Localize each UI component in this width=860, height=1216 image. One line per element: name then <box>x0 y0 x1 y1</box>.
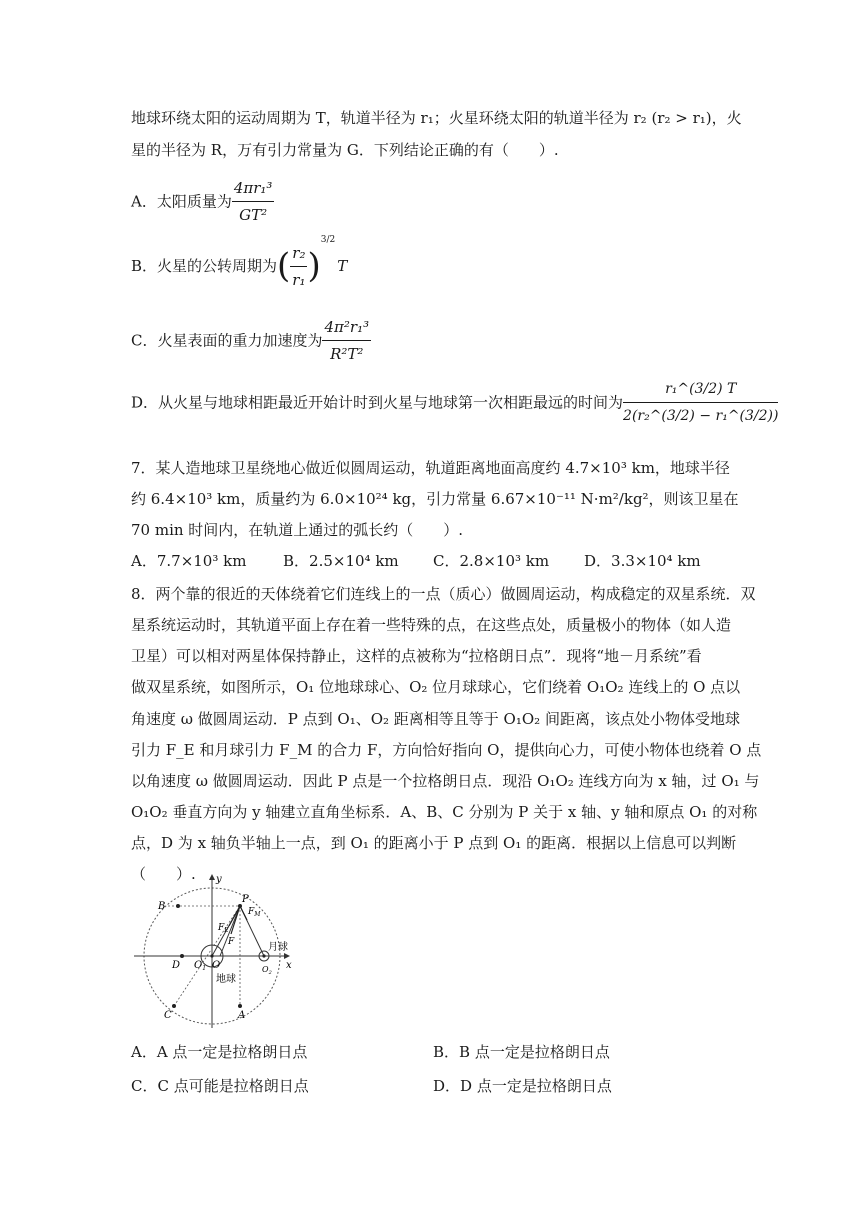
q8-line-1: 8．两个靠的很近的天体绕着它们连线上的一点（质心）做圆周运动，构成稳定的双星系统．双 <box>131 585 756 603</box>
q8-option-c: C．C 点可能是拉格朗日点 <box>131 1077 309 1095</box>
label-earth: 地球 <box>216 974 236 985</box>
q8-line-7: 以角速度 ω 做圆周运动．因此 P 点是一个拉格朗日点．现沿 O₁O₂ 连线方向为 x 轴，过 O₁ 与 <box>131 772 760 790</box>
q6-option-b-denominator: r₁ <box>292 270 306 289</box>
q6-option-d-denominator: 2(r₂^(3/2) − r₁^(3/2)) <box>623 408 779 424</box>
q8-line-5: 角速度 ω 做圆周运动．P 点到 O₁、O₂ 距离相等且等于 O₁O₂ 间距离，该点处小物体受地球 <box>131 710 740 728</box>
q6-option-a <box>131 177 274 226</box>
q6-option-b-lparen: ( <box>277 246 291 286</box>
q6-option-a-denominator: GT² <box>239 206 268 224</box>
q6-option-b-numerator: r₂ <box>290 242 307 267</box>
q8-line-9: 点，D 为 x 轴负半轴上一点，到 O₁ 的距离小于 P 点到 O₁ 的距离．根据以上信息可以判断 <box>131 834 737 852</box>
point-b <box>176 904 180 908</box>
q6-option-c-denominator: R²T² <box>330 345 364 363</box>
q6-option-a-fraction <box>232 177 275 226</box>
q6-option-a-numerator: 4πr₁³ <box>232 177 275 202</box>
point-o2 <box>262 954 265 957</box>
q6-option-b-exponent: 3/2 <box>320 235 336 245</box>
q6-option-d <box>131 378 778 427</box>
q8-line-3: 卫星）可以相对两星体保持静止，这样的点被称为“拉格朗日点”．现将“地－月系统”看 <box>131 647 702 665</box>
q6-stem-line2: 星的半径为 R，万有引力常量为 G．下列结论正确的有（ ）. <box>131 141 559 159</box>
label-d: D <box>172 960 181 971</box>
q6-option-d-text: D．从火星与地球相距最近开始计时到火星与地球第一次相距最远的时间为 <box>131 393 624 412</box>
q7-line3: 70 min 时间内，在轨道上通过的弧长约（ ）. <box>131 521 464 539</box>
x-axis-arrow <box>284 953 290 959</box>
q6-option-c <box>131 316 371 365</box>
point-c <box>172 1004 176 1008</box>
q8-line-10: （ ）. <box>131 865 196 883</box>
point-o1 <box>210 954 213 957</box>
label-fm: $F_M$ <box>248 907 261 918</box>
point-a <box>238 1004 242 1008</box>
q8-option-d: D．D 点一定是拉格朗日点 <box>433 1077 612 1095</box>
q6-option-b-fraction <box>290 242 307 291</box>
q6-option-c-fraction <box>322 316 371 365</box>
q6-option-d-numerator: r₁^(3/2) T <box>623 378 778 403</box>
label-o2: $O_2$ <box>262 965 272 976</box>
label-y: y <box>216 874 222 885</box>
q8-line-2: 星系统运动时，其轨道平面上存在着一些特殊的点，在这些点处，质量极小的物体（如人造 <box>131 616 732 634</box>
q8-option-b: B．B 点一定是拉格朗日点 <box>433 1043 610 1061</box>
q7-line1: 7．某人造地球卫星绕地心做近似圆周运动，轨道距离地面高度约 4.7×10³ km，地球半径 <box>131 459 730 477</box>
q6-stem-line1: 地球环绕太阳的运动周期为 T，轨道半径为 r₁；火星环绕太阳的轨道半径为 r₂ (r₂ > r₁)，火 <box>131 109 742 127</box>
label-f: F <box>228 937 235 947</box>
label-o1: $O_1$ <box>194 960 207 972</box>
label-a: A <box>238 1010 246 1021</box>
q8-line-4: 做双星系统，如图所示，O₁ 位地球球心、O₂ 位月球球心，它们绕着 O₁O₂ 连线上的 O 点以 <box>131 678 741 696</box>
label-moon: 月球 <box>268 942 288 953</box>
label-p: P <box>242 894 249 905</box>
q7-option-b: B．2.5×10⁴ km <box>283 552 399 570</box>
q8-line-8: O₁O₂ 垂直方向为 y 轴建立直角坐标系．A、B、C 分别为 P 关于 x 轴、y 轴和原点 O₁ 的对称 <box>131 803 758 821</box>
q6-option-d-fraction <box>623 378 778 427</box>
lagrange-point-figure <box>130 870 300 1030</box>
q8-line-6: 引力 F_E 和月球引力 F_M 的合力 F，方向恰好指向 O，提供向心力，可使小物体也绕着 O 点 <box>131 741 762 759</box>
q7-line2: 约 6.4×10³ km，质量约为 6.0×10²⁴ kg，引力常量 6.67×10⁻¹¹ N·m²/kg²，则该卫星在 <box>131 490 739 508</box>
q6-option-b-tail: T <box>337 257 348 275</box>
y-axis-arrow <box>209 874 215 880</box>
q7-option-a: A．7.7×10³ km <box>131 552 247 570</box>
label-fe: $F_E$ <box>218 923 229 934</box>
label-b: B <box>158 901 166 912</box>
point-d <box>180 954 184 958</box>
label-o: O <box>212 960 221 971</box>
q8-option-a: A．A 点一定是拉格朗日点 <box>131 1043 308 1061</box>
q6-option-b-text: B．火星的公转周期为 <box>131 257 278 275</box>
q6-option-c-text: C．火星表面的重力加速度为 <box>131 331 323 350</box>
force-fm-arrow <box>240 906 247 920</box>
q7-option-d: D．3.3×10⁴ km <box>584 552 701 570</box>
q7-option-c: C．2.8×10³ km <box>433 552 550 570</box>
q6-option-b <box>131 235 348 291</box>
q6-option-b-rparen: ) <box>307 246 321 286</box>
q6-option-a-text: A．太阳质量为 <box>131 192 232 211</box>
label-c: C <box>164 1010 172 1021</box>
label-x: x <box>286 960 292 971</box>
q6-option-c-numerator: 4π²r₁³ <box>322 316 371 341</box>
